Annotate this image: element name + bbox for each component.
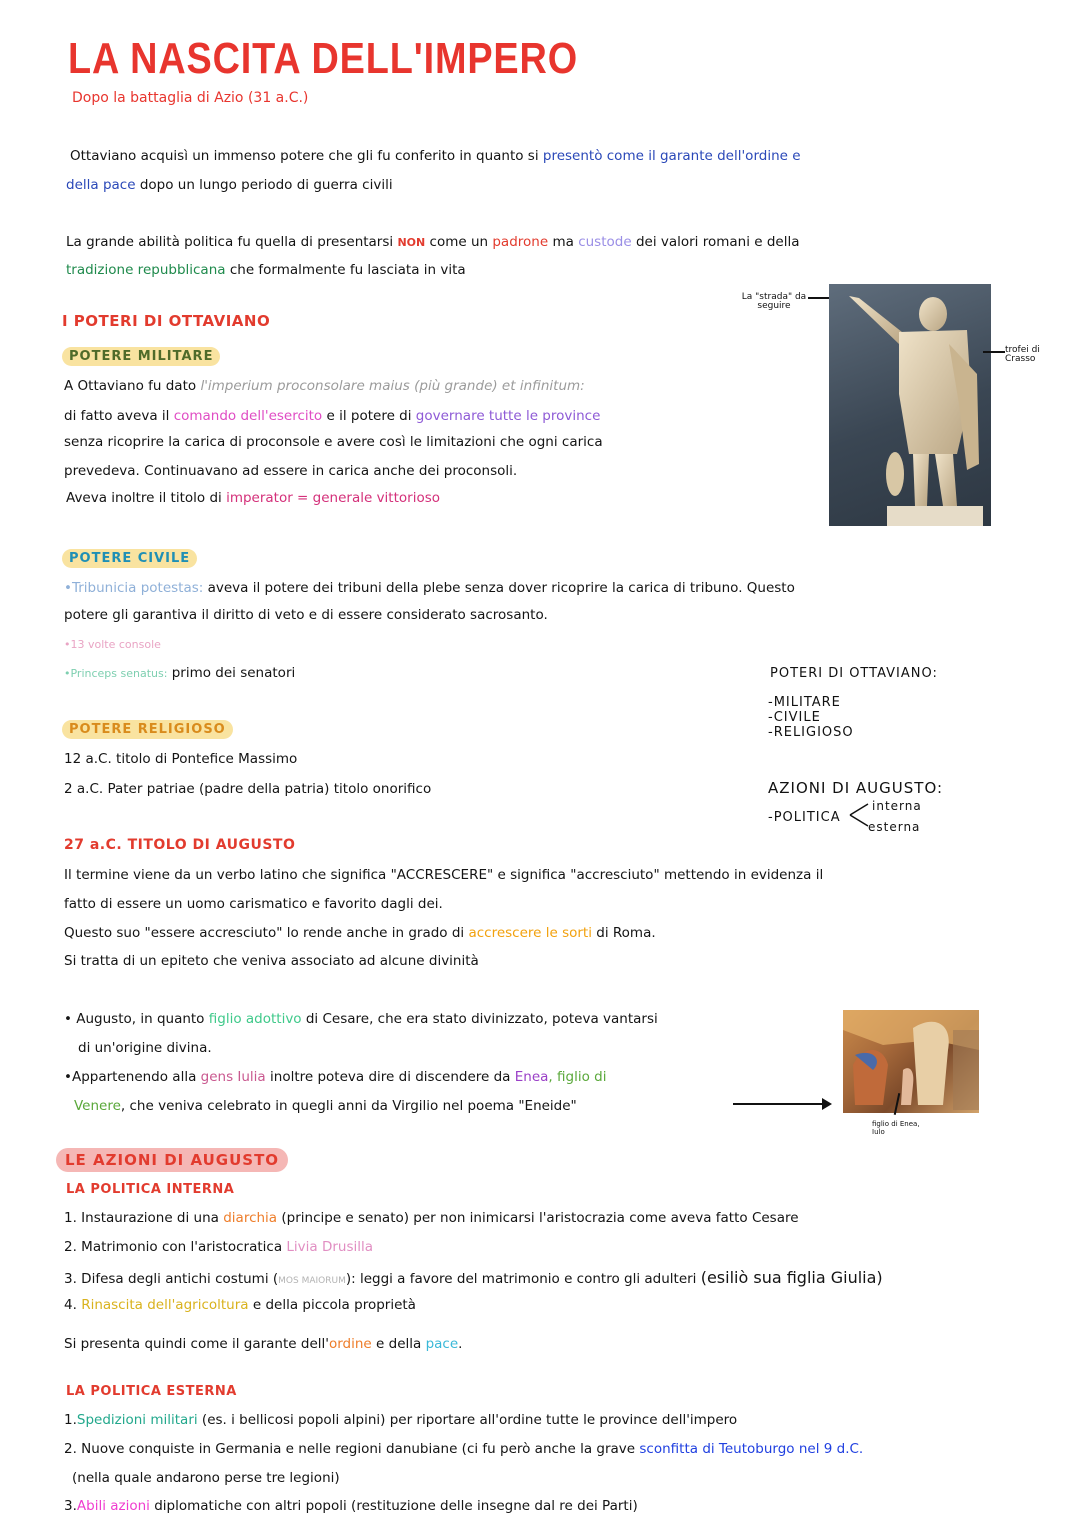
text: diplomatiche con altri popoli (restituzione delle insegne dal re dei Parti) — [154, 1498, 638, 1514]
text: di Cesare, che era stato divinizzato, poteva vantarsi — [305, 1011, 658, 1027]
section-heading-poteri: I POTERI DI OTTAVIANO — [62, 312, 271, 330]
arrow-trofei — [983, 351, 1005, 353]
interna-item-3 — [64, 1268, 883, 1287]
interna-item-1 — [64, 1210, 799, 1226]
summary-item-religioso: -RELIGIOSO — [768, 725, 854, 740]
text: Questo suo "essere accresciuto" lo rende anche in grado di — [64, 925, 465, 941]
esterna-item-1 — [64, 1412, 737, 1428]
text: primo dei senatori — [171, 665, 296, 681]
intro-paragraph-2-line-1 — [66, 234, 800, 250]
highlight-enea: Enea — [514, 1069, 549, 1085]
summary-branch-esterna: esterna — [868, 820, 921, 834]
text: 3. — [64, 1498, 77, 1514]
highlight-mos-maiorum: MOS MAIORUM — [278, 1276, 346, 1286]
arrow-eneide — [733, 1103, 823, 1105]
esterna-item-2 — [64, 1441, 863, 1457]
highlight-tribunicia: •Tribunicia potestas: — [64, 580, 204, 596]
esterna-item-2-cont: (nella quale andarono perse tre legioni) — [72, 1470, 340, 1486]
text: di Roma. — [596, 925, 656, 941]
arrowhead-icon — [822, 1098, 832, 1110]
highlight-ordine: ordine — [328, 1336, 372, 1352]
highlight-spedizioni: Spedizioni militari — [76, 1412, 198, 1428]
highlight-figlio-adottivo: figlio adottivo — [208, 1011, 302, 1027]
intro-text: dopo un lungo periodo di guerra civili — [139, 177, 393, 193]
text: •Appartenendo alla — [64, 1069, 197, 1085]
text: 3. Difesa degli antichi costumi ( — [64, 1271, 279, 1287]
text: , che veniva celebrato in quegli anni da Virgilio nel poema "Eneide" — [120, 1098, 577, 1114]
text: e il potere di — [326, 408, 412, 424]
intro-paragraph-2-line-2 — [66, 262, 466, 278]
intro-paragraph-1-line-1 — [70, 148, 801, 164]
militare-line-5 — [66, 490, 440, 506]
text: e della piccola proprietà — [252, 1297, 416, 1313]
civile-line-3: •13 volte console — [64, 638, 161, 651]
text: e della — [376, 1336, 422, 1352]
painting-figures-icon — [843, 1010, 979, 1113]
painting-enea-fuga-image — [843, 1010, 979, 1113]
highlight-gens-iulia: gens Iulia — [200, 1069, 266, 1085]
augusto-bullet-1-line-1 — [64, 1011, 658, 1027]
text: • Augusto, in quanto — [64, 1011, 205, 1027]
highlight-governare: governare tutte le province — [415, 408, 601, 424]
pill-potere-civile: POTERE CIVILE — [62, 549, 197, 568]
intro-text: che formalmente fu lasciata in vita — [229, 262, 466, 278]
text: Aveva inoltre il titolo di — [66, 490, 222, 506]
summary-item-civile: -CIVILE — [768, 710, 821, 725]
highlight-livia-drusilla: Livia Drusilla — [286, 1239, 374, 1255]
religioso-line-2: 2 a.C. Pater patriae (padre della patria) titolo onorifico — [64, 781, 432, 797]
highlight-pace: della pace — [66, 177, 136, 193]
highlight-imperator: imperator = generale vittorioso — [226, 490, 441, 506]
highlight-venere: Venere — [74, 1098, 121, 1114]
pill-potere-militare: POTERE MILITARE — [62, 347, 220, 366]
civile-line-2: potere gli garantiva il diritto di veto e di essere considerato sacrosanto. — [64, 607, 548, 623]
highlight-figlio-di: , figlio di — [548, 1069, 607, 1085]
highlight-accrescere: accrescere le sorti — [468, 925, 592, 941]
text: aveva il potere dei tribuni della plebe senza dover ricoprire la carica di tribuno. Questo — [207, 580, 795, 596]
statue-augusto-prima-porta-image — [829, 284, 991, 526]
summary-poteri-list — [768, 695, 854, 740]
highlight-comando: comando dell'esercito — [173, 408, 323, 424]
section-heading-augusto: 27 a.C. TITOLO DI AUGUSTO — [64, 837, 296, 853]
civile-line-4 — [64, 665, 295, 681]
highlight-tradizione: tradizione repubblicana — [66, 262, 226, 278]
text-esilio: (esiliò sua figlia Giulia) — [700, 1268, 883, 1287]
augusto-line-2: fatto di essere un uomo carismatico e favorito dagli dei. — [64, 896, 443, 912]
augusto-line-3 — [64, 925, 656, 941]
highlight-abili-azioni: Abili azioni — [76, 1498, 150, 1514]
annotation-strada: La "strada" da seguire — [741, 292, 807, 311]
text: di fatto aveva il — [64, 408, 170, 424]
interna-item-2 — [64, 1239, 373, 1255]
subheading-politica-esterna: LA POLITICA ESTERNA — [66, 1384, 237, 1399]
subheading-politica-interna: LA POLITICA INTERNA — [66, 1182, 235, 1197]
highlight-imperium: l'imperium proconsolare maius (più grande) et infinitum: — [200, 378, 585, 394]
highlight-princeps: •Princeps senatus: — [64, 667, 168, 680]
pill-potere-religioso: POTERE RELIGIOSO — [62, 720, 233, 739]
augusto-bullet-2-line-2 — [74, 1098, 577, 1114]
militare-line-3: senza ricoprire la carica di proconsole e avere così le limitazioni che ogni carica — [64, 434, 603, 450]
text: 4. — [64, 1297, 77, 1313]
civile-line-1 — [64, 580, 795, 596]
intro-paragraph-1-line-2 — [66, 177, 393, 193]
highlight-agricoltura: Rinascita dell'agricoltura — [81, 1297, 249, 1313]
page-title: LA NASCITA DELL'IMPERO — [68, 34, 579, 83]
summary-azioni-title: AZIONI DI AUGUSTO: — [768, 779, 944, 797]
militare-line-1 — [64, 378, 585, 394]
text: . — [458, 1336, 463, 1352]
text: 2. Matrimonio con l'aristocratica — [64, 1239, 283, 1255]
highlight-garante: presentò come il garante dell'ordine e — [542, 148, 801, 164]
text: Si presenta quindi come il garante dell' — [64, 1336, 329, 1352]
text: 1. Instaurazione di una — [64, 1210, 219, 1226]
highlight-diarchia: diarchia — [223, 1210, 278, 1226]
annotation-trofei: trofei di Crasso — [1005, 345, 1040, 364]
summary-branch-interna: interna — [872, 799, 922, 813]
highlight-pace: pace — [425, 1336, 459, 1352]
militare-line-2 — [64, 408, 600, 424]
statue-figure-icon — [829, 284, 991, 526]
page-subtitle: Dopo la battaglia di Azio (31 a.C.) — [72, 90, 309, 106]
text: (principe e senato) per non inimicarsi l'aristocrazia come aveva fatto Cesare — [281, 1210, 799, 1226]
interna-item-4 — [64, 1297, 416, 1313]
highlight-custode: custode — [578, 234, 632, 250]
text: A Ottaviano fu dato — [64, 378, 197, 394]
augusto-bullet-1-line-2: di un'origine divina. — [78, 1040, 212, 1056]
highlight-teutoburgo: sconfitta di Teutoburgo nel 9 d.C. — [639, 1441, 864, 1457]
summary-politica: -POLITICA — [768, 810, 841, 825]
augusto-line-1: Il termine viene da un verbo latino che significa "ACCRESCERE" e significa "accresciuto" mettendo in evidenza il — [64, 867, 824, 883]
interna-conclusion — [64, 1336, 462, 1352]
text: ): leggi a favore del matrimonio e contro gli adulteri — [345, 1271, 697, 1287]
intro-text: ma — [552, 234, 574, 250]
militare-line-4: prevedeva. Continuavano ad essere in carica anche dei proconsoli. — [64, 463, 518, 479]
text: 2. Nuove conquiste in Germania e nelle regioni danubiane (ci fu però anche la grave — [64, 1441, 636, 1457]
text: (es. i bellicosi popoli alpini) per riportare all'ordine tutte le province dell'impero — [201, 1412, 738, 1428]
section-heading-azioni: LE AZIONI DI AUGUSTO — [56, 1148, 288, 1172]
painting-caption: figlio di Enea, Iulo — [872, 1120, 920, 1136]
intro-text: dei valori romani e della — [635, 234, 800, 250]
religioso-line-1: 12 a.C. titolo di Pontefice Massimo — [64, 751, 298, 767]
text: 1. — [64, 1412, 77, 1428]
highlight-non: NON — [397, 236, 426, 249]
intro-text: Ottaviano acquisì un immenso potere che gli fu conferito in quanto si — [70, 148, 539, 164]
highlight-padrone: padrone — [492, 234, 549, 250]
summary-poteri-title: POTERI DI OTTAVIANO: — [770, 666, 938, 681]
summary-item-militare: -MILITARE — [768, 695, 841, 710]
augusto-line-4: Si tratta di un epiteto che veniva associato ad alcune divinità — [64, 953, 479, 969]
intro-text: La grande abilità politica fu quella di presentarsi — [66, 234, 394, 250]
text: inoltre poteva dire di discendere da — [270, 1069, 511, 1085]
augusto-bullet-2-line-1 — [64, 1069, 606, 1085]
esterna-item-3 — [64, 1498, 638, 1514]
intro-text: come un — [429, 234, 489, 250]
